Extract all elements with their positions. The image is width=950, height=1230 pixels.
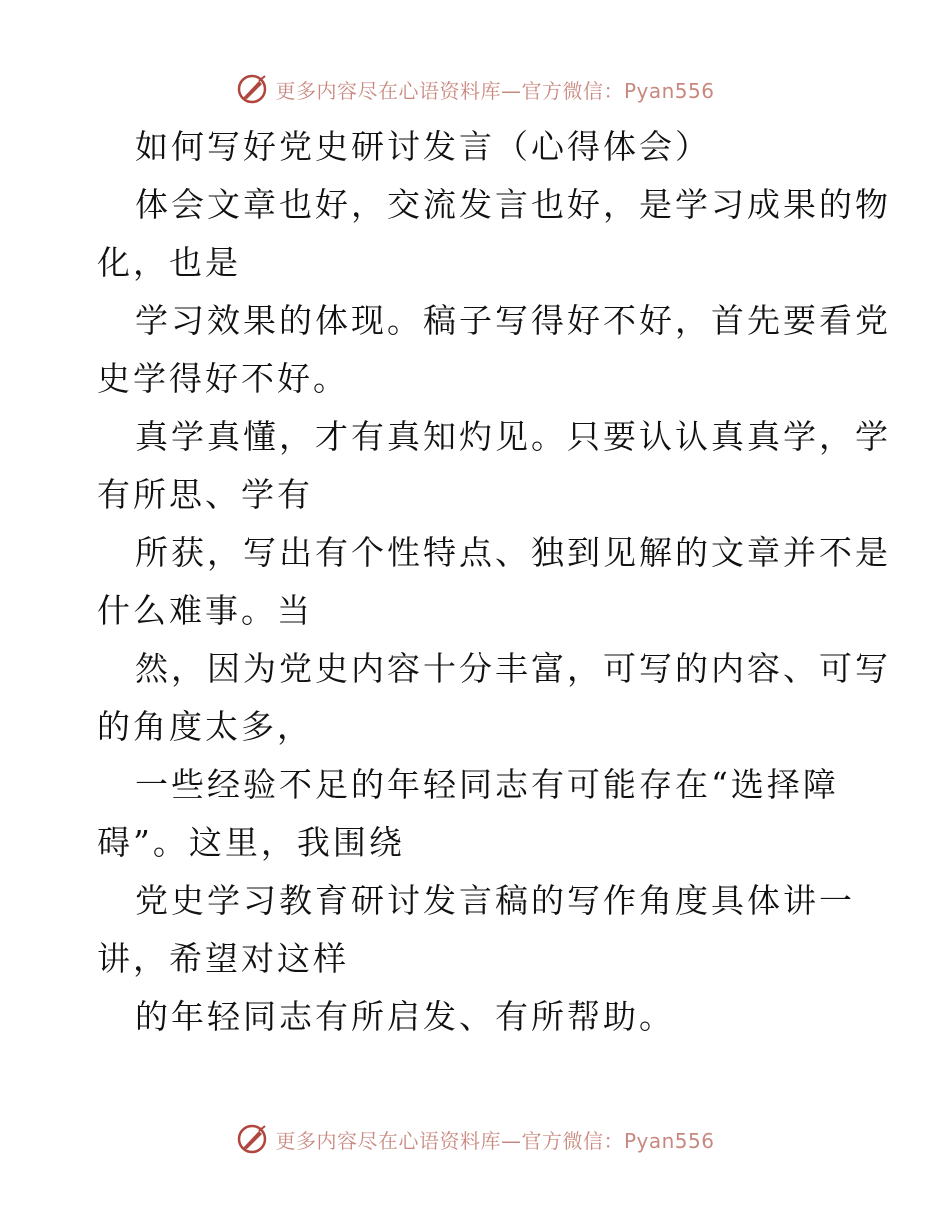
quill-pen-circle-icon bbox=[235, 1122, 269, 1156]
footer-banner bbox=[0, 1122, 950, 1156]
paragraph-line: 什么难事。当 bbox=[97, 591, 313, 630]
paragraph-line: 有所思、学有 bbox=[97, 475, 313, 514]
document-body bbox=[97, 118, 891, 1046]
paragraph-line: 体会文章也好，交流发言也好，是学习成果的物 bbox=[135, 185, 891, 224]
paragraph-line: 讲，希望对这样 bbox=[97, 939, 349, 978]
paragraph-line: 的角度太多， bbox=[97, 707, 313, 746]
paragraph-line: 碍”。这里，我围绕 bbox=[97, 823, 405, 862]
paragraph-line: 真学真懂，才有真知灼见。只要认认真真学，学 bbox=[135, 417, 891, 456]
paragraph-line: 学习效果的体现。稿子写得好不好，首先要看党 bbox=[135, 301, 891, 340]
footer-banner-text: 更多内容尽在心语资料库—官方微信：Pyan556 bbox=[275, 1128, 715, 1153]
paragraph-line: 然，因为党史内容十分丰富，可写的内容、可写 bbox=[135, 649, 891, 688]
paragraph-line: 所获，写出有个性特点、独到见解的文章并不是 bbox=[135, 533, 891, 572]
header-banner bbox=[0, 72, 950, 106]
quill-pen-circle-icon bbox=[235, 72, 269, 106]
header-banner-text: 更多内容尽在心语资料库—官方微信：Pyan556 bbox=[275, 78, 715, 103]
paragraph-line: 一些经验不足的年轻同志有可能存在“选择障 bbox=[135, 765, 839, 804]
paragraph-line: 化，也是 bbox=[97, 243, 241, 282]
paragraph-line: 党史学习教育研讨发言稿的写作角度具体讲一 bbox=[135, 881, 855, 920]
paragraph-line: 的年轻同志有所启发、有所帮助。 bbox=[135, 997, 675, 1036]
paragraph-line: 史学得好不好。 bbox=[97, 359, 349, 398]
document-title: 如何写好党史研讨发言（心得体会） bbox=[135, 127, 711, 166]
